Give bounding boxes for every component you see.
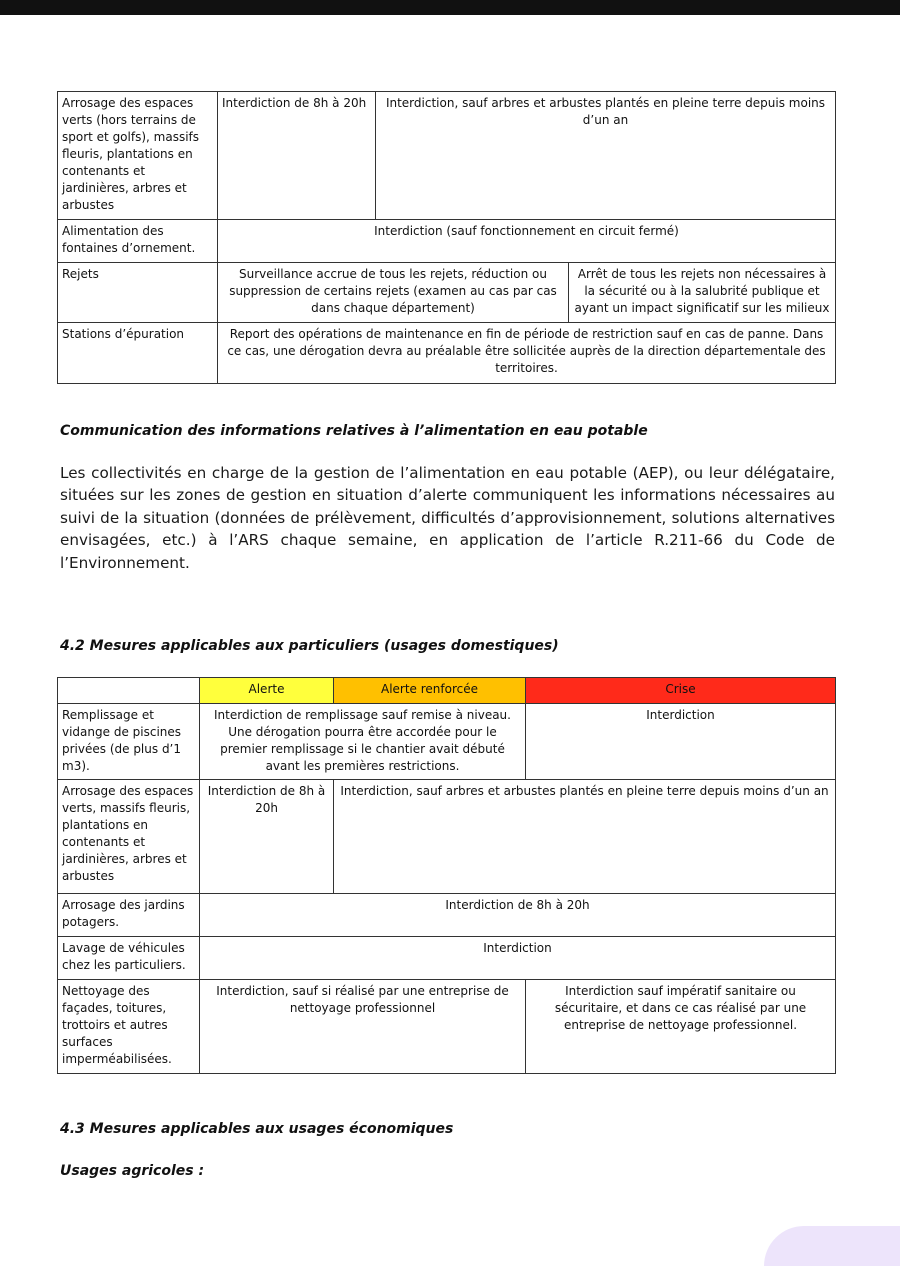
header-alerte-renforcee: Alerte renforcée: [334, 678, 526, 704]
row-label: Rejets: [58, 263, 218, 323]
table-row: [58, 937, 836, 980]
table-row: [58, 704, 836, 780]
row-label: Nettoyage des façades, toitures, trottoirs et autres surfaces imperméabilisées.: [58, 980, 200, 1074]
header-alerte: Alerte: [200, 678, 334, 704]
cell-crise: Arrêt de tous les rejets non nécessaires à la sécurité ou à la salubrité publique et ayant un impact significatif sur les milieux: [569, 263, 836, 323]
table-row: [58, 980, 836, 1074]
cell-renforcee-crise: Interdiction, sauf arbres et arbustes plantés en pleine terre depuis moins d’un an: [376, 92, 836, 220]
cell-alerte: Interdiction de 8h à 20h: [218, 92, 376, 220]
header-empty-cell: [58, 678, 200, 704]
top-status-bar: [0, 0, 900, 15]
table-row: [58, 894, 836, 937]
section-4-2-heading: 4.2 Mesures applicables aux particuliers (usages domestiques): [60, 638, 559, 654]
table-row: [58, 263, 836, 323]
row-label: Lavage de véhicules chez les particuliers.: [58, 937, 200, 980]
row-label: Arrosage des jardins potagers.: [58, 894, 200, 937]
table-header-row: [58, 678, 836, 704]
cell-alerte: Interdiction de 8h à 20h: [200, 780, 334, 894]
row-label: Arrosage des espaces verts, massifs fleuris, plantations en contenants et jardinières, arbres et arbustes: [58, 780, 200, 894]
table-row: [58, 780, 836, 894]
cell-all-levels: Report des opérations de maintenance en fin de période de restriction sauf en cas de panne. Dans ce cas, une dérogation devra au préalable être sollicitée auprès de la direction départementale des territoires.: [218, 323, 836, 384]
table-row: [58, 92, 836, 220]
header-crise: Crise: [526, 678, 836, 704]
row-label: Remplissage et vidange de piscines privées (de plus d’1 m3).: [58, 704, 200, 780]
row-label: Stations d’épuration: [58, 323, 218, 384]
agricultural-uses-subheading: Usages agricoles :: [60, 1163, 205, 1179]
cell-all-levels: Interdiction (sauf fonctionnement en circuit fermé): [218, 220, 836, 263]
cell-crise: Interdiction sauf impératif sanitaire ou sécuritaire, et dans ce cas réalisé par une entreprise de nettoyage professionnel.: [526, 980, 836, 1074]
row-label: Alimentation des fontaines d’ornement.: [58, 220, 218, 263]
cell-alerte-renforcee: Interdiction de remplissage sauf remise à niveau. Une dérogation pourra être accordée pour le premier remplissage si le chantier avait débuté avant les premières restrictions.: [200, 704, 526, 780]
cell-alerte-renforcee: Interdiction, sauf si réalisé par une entreprise de nettoyage professionnel: [200, 980, 526, 1074]
cell-alerte-renforcee: Surveillance accrue de tous les rejets, réduction ou suppression de certains rejets (examen au cas par cas dans chaque département): [218, 263, 569, 323]
cell-all-levels: Interdiction de 8h à 20h: [200, 894, 836, 937]
row-label: Arrosage des espaces verts (hors terrains de sport et golfs), massifs fleuris, plantations en contenants et jardinières, arbres et arbustes: [58, 92, 218, 220]
cell-renforcee-crise: Interdiction, sauf arbres et arbustes plantés en pleine terre depuis moins d’un an: [334, 780, 836, 894]
cell-all-levels: Interdiction: [200, 937, 836, 980]
domestic-measures-table: [57, 677, 836, 1074]
communication-heading: Communication des informations relatives à l’alimentation en eau potable: [60, 423, 648, 439]
table-row: [58, 220, 836, 263]
section-4-3-heading: 4.3 Mesures applicables aux usages économiques: [60, 1121, 454, 1137]
cell-crise: Interdiction: [526, 704, 836, 780]
communication-paragraph: Les collectivités en charge de la gestion de l’alimentation en eau potable (AEP), ou leur délégataire, situées sur les zones de gestion en situation d’alerte communiquent les informations nécessaires au suivi de la situation (données de prélèvement, difficultés d’approvisionnement, solutions alternatives envisagées, etc.) à l’ARS chaque semaine, en application de l’article R.211-66 du Code de l’Environnement.: [60, 464, 835, 572]
measures-table-continued: [57, 91, 836, 384]
table-row: [58, 323, 836, 384]
floating-action-button[interactable]: [764, 1226, 900, 1266]
